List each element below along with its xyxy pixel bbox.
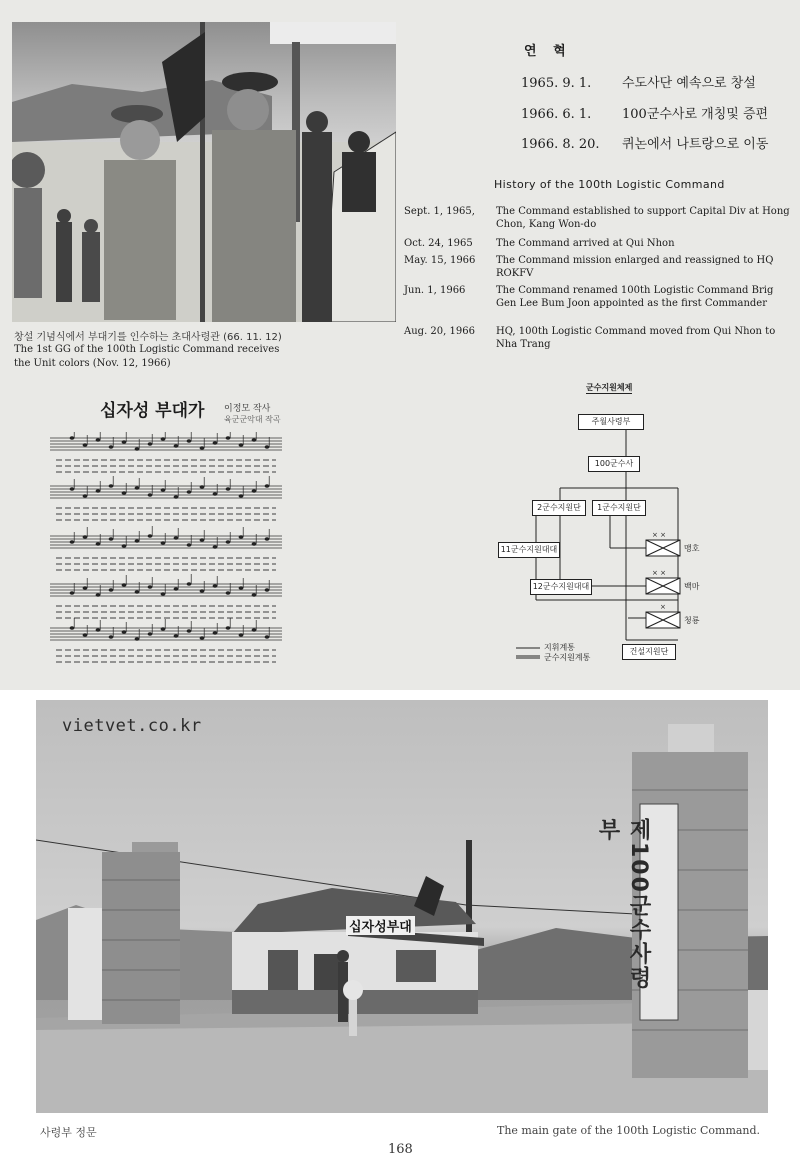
music-note — [70, 626, 75, 630]
music-note — [226, 487, 231, 491]
music-note — [70, 436, 75, 440]
main-gate-photo — [36, 700, 768, 1113]
music-note — [174, 634, 179, 638]
music-note — [174, 536, 179, 540]
music-note — [265, 484, 270, 488]
music-note — [83, 633, 88, 637]
history-ko-text: 퀴논에서 나트랑으로 이동 — [622, 137, 769, 152]
history-en-text: The Command renamed 100th Logistic Command Brig Gen Lee Bum Joon appointed as the first Commander — [496, 285, 774, 309]
song-lyricist: 이정모 작사 — [224, 404, 271, 414]
watermark: vietvet.co.kr — [62, 716, 202, 736]
music-note — [109, 484, 114, 488]
history-en-date: Oct. 24, 1965 — [404, 238, 473, 249]
org-legend-logistics: 군수지원계통 — [544, 653, 591, 662]
gate-sign-text: 제100군수사령부 — [595, 818, 651, 990]
music-note — [148, 585, 153, 589]
song-title: 십자성 부대가 — [100, 401, 205, 421]
music-note — [213, 492, 218, 496]
page-number: 168 — [388, 1142, 413, 1157]
history-title-english: History of the 100th Logistic Command — [494, 178, 725, 191]
music-note — [252, 628, 257, 632]
music-note — [135, 486, 140, 490]
music-note — [109, 588, 114, 592]
history-en-row — [404, 205, 794, 233]
music-note — [200, 446, 205, 450]
music-note — [83, 494, 88, 498]
music-note — [83, 535, 88, 539]
org-node-hq: 주월사령부 — [578, 414, 644, 430]
music-note — [161, 627, 166, 631]
history-ko-date: 1966. 8. 20. — [521, 137, 600, 152]
music-note — [239, 494, 244, 498]
music-note — [109, 635, 114, 639]
music-note — [226, 436, 231, 440]
music-note — [148, 442, 153, 446]
music-note — [96, 628, 101, 632]
music-note — [135, 590, 140, 594]
ceremony-photo — [12, 22, 396, 322]
music-note — [135, 447, 140, 451]
music-note — [213, 631, 218, 635]
org-node-11th-battalion: 11군수지원대대 — [498, 542, 560, 558]
history-en-text: The Command arrived at Qui Nhon — [496, 238, 675, 249]
org-legend-command: 지휘계통 — [544, 643, 575, 652]
music-note — [83, 443, 88, 447]
gate-caption-english: The main gate of the 100th Logistic Command. — [497, 1124, 761, 1137]
sheet-music-staves — [50, 432, 282, 670]
music-note — [265, 445, 270, 449]
music-note — [239, 535, 244, 539]
gate-caption-korean: 사령부 정문 — [40, 1126, 97, 1139]
history-ko-text: 수도사단 예속으로 창설 — [622, 76, 756, 91]
music-note — [213, 584, 218, 588]
music-note — [174, 495, 179, 499]
music-note — [96, 438, 101, 442]
music-note — [135, 637, 140, 641]
music-note — [161, 541, 166, 545]
history-ko-row — [521, 103, 791, 122]
music-note — [187, 490, 192, 494]
music-note — [96, 542, 101, 546]
music-note — [96, 489, 101, 493]
history-en-text: HQ, 100th Logistic Command moved from Qui Nhon to Nha Trang — [496, 326, 776, 350]
svg-text:×: × — [660, 603, 666, 611]
org-node-12th-battalion: 12군수지원대대 — [530, 579, 592, 595]
music-note — [226, 626, 231, 630]
music-note — [239, 633, 244, 637]
music-note — [200, 485, 205, 489]
history-en-row — [404, 254, 794, 282]
music-note — [226, 591, 231, 595]
music-note — [213, 441, 218, 445]
music-note — [122, 491, 127, 495]
music-note — [122, 544, 127, 548]
history-en-row — [404, 325, 794, 353]
history-en-date: Aug. 20, 1966 — [404, 326, 475, 337]
org-unit-label: 맹호 — [684, 544, 700, 553]
song-composer: 육군군악대 작곡 — [224, 415, 281, 424]
music-note — [174, 444, 179, 448]
music-note — [161, 437, 166, 441]
music-note — [161, 488, 166, 492]
history-en-date: Sept. 1, 1965, — [404, 206, 475, 217]
org-node-1st-group: 1군수지원단 — [592, 500, 646, 516]
history-ko-date: 1965. 9. 1. — [521, 76, 592, 91]
music-note — [109, 445, 114, 449]
music-note — [252, 489, 257, 493]
org-node-2nd-group: 2군수지원단 — [532, 500, 586, 516]
history-en-date: Jun. 1, 1966 — [404, 285, 466, 296]
history-ko-row — [521, 133, 791, 152]
music-note — [239, 443, 244, 447]
building-sign-text: 십자성부대 — [346, 916, 415, 935]
org-unit-label: 백마 — [684, 582, 700, 591]
music-note — [187, 439, 192, 443]
music-note — [213, 545, 218, 549]
music-note — [70, 540, 75, 544]
music-note — [135, 539, 140, 543]
ceremony-illustration — [12, 22, 396, 322]
org-unit-label: 청룡 — [684, 616, 700, 625]
history-en-text: The Command established to support Capital Div at Hong Chon, Kang Won-do — [496, 206, 790, 230]
ceremony-caption-english: The 1st GG of the 100th Logistic Command receives the Unit colors (Nov. 12, 1966) — [14, 344, 280, 369]
history-en-date: May. 15, 1966 — [404, 255, 476, 266]
org-node-100th: 100군수사 — [588, 456, 640, 472]
music-note — [122, 630, 127, 634]
music-note — [200, 636, 205, 640]
music-note — [200, 589, 205, 593]
music-note — [70, 591, 75, 595]
music-note — [148, 632, 153, 636]
music-note — [265, 588, 270, 592]
music-note — [265, 635, 270, 639]
music-note — [226, 540, 231, 544]
history-en-text: The Command mission enlarged and reassigned to HQ ROKFV — [496, 255, 774, 279]
org-chart-title: 군수지원체제 — [586, 383, 633, 392]
history-en-row — [404, 284, 794, 324]
music-note — [148, 493, 153, 497]
music-note — [187, 582, 192, 586]
sheet-music — [50, 432, 282, 670]
history-ko-text: 100군수사로 개칭및 증편 — [622, 107, 769, 122]
history-title-korean: 연 혁 — [524, 44, 572, 59]
music-note — [187, 543, 192, 547]
org-chart — [488, 380, 768, 670]
music-note — [252, 542, 257, 546]
history-ko-row — [521, 72, 791, 91]
music-note — [200, 538, 205, 542]
music-note — [252, 438, 257, 442]
music-note — [96, 593, 101, 597]
music-note — [122, 440, 127, 444]
gate-sign-wrapper — [595, 818, 651, 1008]
music-note — [83, 586, 88, 590]
music-note — [187, 629, 192, 633]
music-note — [174, 587, 179, 591]
music-note — [252, 593, 257, 597]
svg-text:× ×: × × — [652, 569, 666, 577]
music-note — [148, 534, 153, 538]
org-node-construction: 건설지원단 — [622, 644, 676, 660]
music-note — [161, 592, 166, 596]
music-note — [70, 487, 75, 491]
music-note — [109, 537, 114, 541]
svg-text:× ×: × × — [652, 531, 666, 539]
history-en-row — [404, 237, 794, 251]
music-note — [239, 586, 244, 590]
music-note — [122, 583, 127, 587]
music-note — [265, 537, 270, 541]
history-ko-date: 1966. 6. 1. — [521, 107, 592, 122]
ceremony-caption-korean: 창설 기념식에서 부대기를 인수하는 초대사령관 (66. 11. 12) — [14, 332, 282, 343]
gate-illustration — [36, 700, 768, 1113]
